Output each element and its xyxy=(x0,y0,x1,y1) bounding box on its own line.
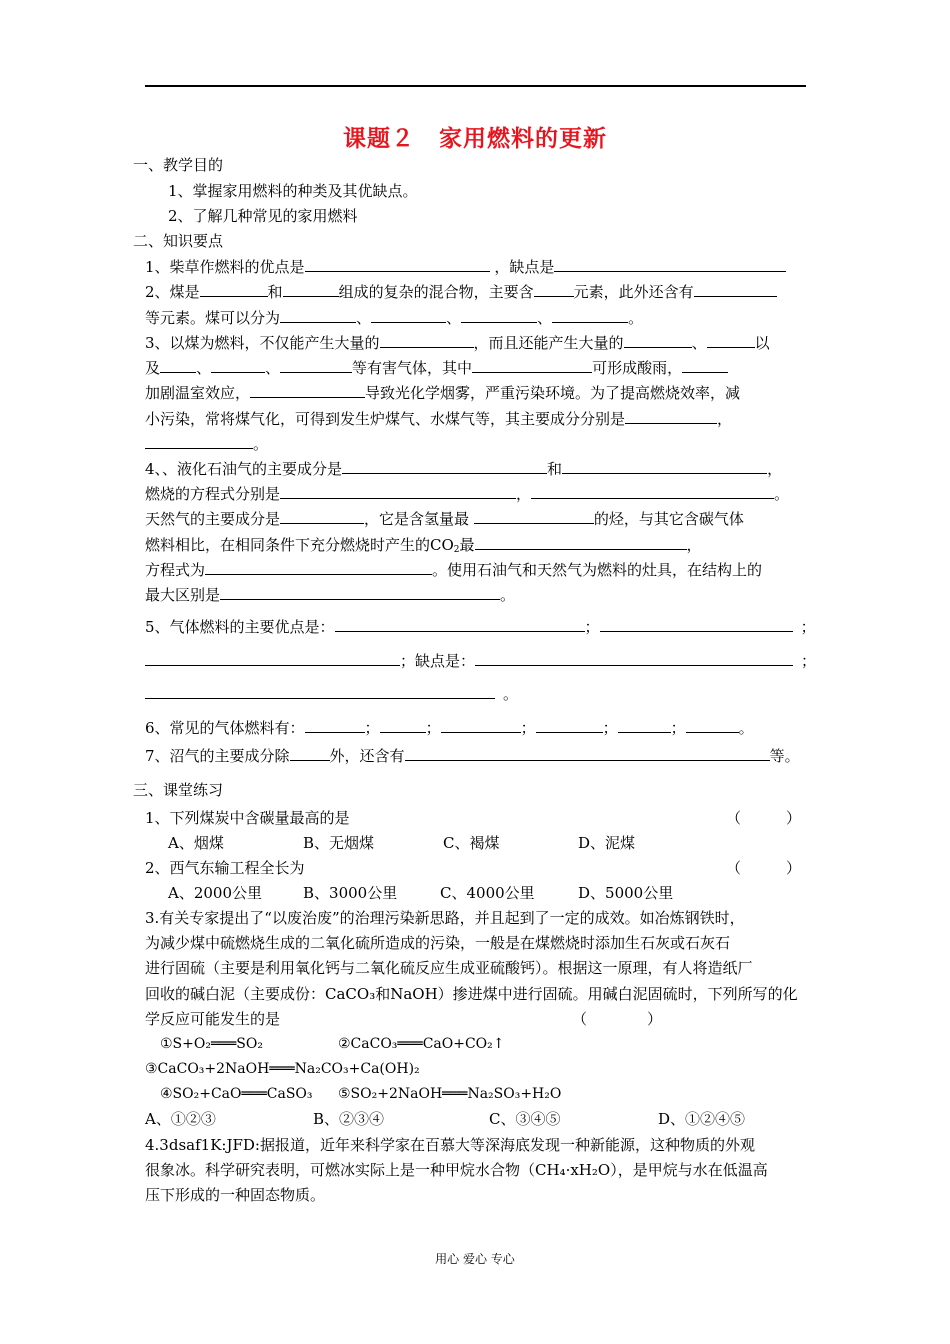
equation-1: ①S+O₂═══SO₂ xyxy=(160,1036,263,1052)
answer-blank[interactable] xyxy=(405,746,770,761)
text: 6、常见的气体燃料有： xyxy=(145,719,305,737)
text: 1、柴草作燃料的优点是 xyxy=(145,258,305,276)
text: 。 xyxy=(253,435,269,453)
text: 、 xyxy=(691,334,707,352)
knowledge-line-5b xyxy=(145,651,816,671)
text: ； xyxy=(520,719,536,737)
answer-blank[interactable] xyxy=(618,718,671,733)
option-q3-a[interactable]: A、①②③ xyxy=(145,1110,216,1128)
knowledge-line-2 xyxy=(145,282,777,302)
answer-blank[interactable] xyxy=(625,409,717,424)
answer-blank[interactable] xyxy=(472,358,592,373)
answer-blank[interactable] xyxy=(534,282,574,297)
text: 5、气体燃料的主要优点是： xyxy=(145,618,335,636)
answer-blank[interactable] xyxy=(624,333,692,348)
text: 可形成酸雨， xyxy=(592,359,683,377)
text: 燃烧的方程式分别是 xyxy=(145,485,281,503)
text: ； xyxy=(425,719,441,737)
equation-3: ③CaCO₃+2NaOH═══Na₂CO₃+Ca(OH)₂ xyxy=(145,1061,420,1077)
text: 及 xyxy=(145,359,161,377)
text: ； xyxy=(800,618,816,636)
answer-blank[interactable] xyxy=(600,617,793,632)
question-3-line: 回收的碱白泥（主要成份：CaCO₃和NaOH）掺进煤中进行固硫。用碱白泥固硫时，下列所写的化 xyxy=(145,985,798,1003)
text: 2、煤是 xyxy=(145,283,200,301)
answer-blank[interactable] xyxy=(380,333,474,348)
knowledge-line-4e xyxy=(145,560,762,580)
text: 等元素。煤可以分为 xyxy=(145,309,281,327)
text: ； xyxy=(670,719,686,737)
option-q2-d[interactable]: D、5000公里 xyxy=(578,884,674,902)
text: ，而且还能产生大量的 xyxy=(473,334,624,352)
answer-blank[interactable] xyxy=(160,358,196,373)
text: 和 xyxy=(267,283,283,301)
answer-paren-2[interactable]: （ ） xyxy=(726,859,802,877)
text: 、 xyxy=(537,309,553,327)
text: 加剧温室效应， xyxy=(145,384,251,402)
answer-blank[interactable] xyxy=(290,746,330,761)
text: 。 xyxy=(774,485,790,503)
text: ； xyxy=(584,618,600,636)
question-4-line: 很象冰。科学研究表明，可燃冰实际上是一种甲烷水合物（CH₄·xH₂O），是甲烷与水在低温高 xyxy=(145,1161,768,1179)
knowledge-line-4b xyxy=(145,484,789,504)
question-3-line: 学反应可能发生的是 xyxy=(145,1010,281,1028)
question-1: 1、下列煤炭中含碳量最高的是 xyxy=(145,809,350,827)
answer-blank[interactable] xyxy=(441,718,521,733)
option-q1-d[interactable]: D、泥煤 xyxy=(578,834,636,852)
answer-blank[interactable] xyxy=(335,617,585,632)
text: 。 xyxy=(738,719,754,737)
text: 、 xyxy=(446,309,462,327)
goal-item-1: 1、掌握家用燃料的种类及其优缺点。 xyxy=(168,182,418,200)
answer-blank[interactable] xyxy=(475,651,793,666)
text: ， xyxy=(516,485,532,503)
text: 3、以煤为燃料，不仅能产生大量的 xyxy=(145,334,380,352)
option-q2-c[interactable]: C、4000公里 xyxy=(440,884,535,902)
answer-blank[interactable] xyxy=(145,434,253,449)
answer-blank[interactable] xyxy=(145,651,400,666)
answer-blank[interactable] xyxy=(686,718,739,733)
page-title: 课题２ 家用燃料的更新 xyxy=(343,126,607,152)
text: 最大区别是 xyxy=(145,586,221,604)
question-3-line: 进行固硫（主要是利用氧化钙与二氧化硫反应生成亚硫酸钙）。根据这一原理，有人将造纸厂 xyxy=(145,959,753,977)
question-3-line: 3.有关专家提出了“以废治废”的治理污染新思路，并且起到了一定的成效。如冶炼钢铁时， xyxy=(145,909,745,927)
answer-blank[interactable] xyxy=(694,282,777,297)
text: 、 xyxy=(265,359,281,377)
option-q1-a[interactable]: A、烟煤 xyxy=(168,834,224,852)
answer-blank[interactable] xyxy=(305,718,365,733)
text: ，缺点是 xyxy=(494,258,555,276)
text: ； xyxy=(364,719,380,737)
text: 、 xyxy=(356,309,372,327)
text: 最 xyxy=(459,536,475,554)
option-q2-b[interactable]: B、3000公里 xyxy=(303,884,398,902)
page-footer: 用心 爱心 专心 xyxy=(435,1252,515,1266)
text: 小污染，常将煤气化，可得到发生炉煤气、水煤气等，其主要成分分别是 xyxy=(145,410,626,428)
answer-blank[interactable] xyxy=(205,560,432,575)
text: 4、、液化石油气的主要成分是 xyxy=(145,460,343,478)
knowledge-line-2b xyxy=(145,308,643,328)
answer-blank[interactable] xyxy=(280,308,356,323)
answer-blank[interactable] xyxy=(474,509,594,524)
text: 的烃，与其它含碳气体 xyxy=(593,510,744,528)
option-q3-c[interactable]: C、③④⑤ xyxy=(489,1110,561,1128)
section-heading-goals: 一、教学目的 xyxy=(133,156,224,174)
text: ， xyxy=(717,410,733,428)
answer-blank[interactable] xyxy=(283,282,339,297)
equation-2: ②CaCO₃═══CaO+CO₂↑ xyxy=(338,1036,505,1052)
text: ，它是含氢量最 xyxy=(364,510,470,528)
knowledge-line-3b xyxy=(145,358,728,378)
text: 、 xyxy=(196,359,212,377)
knowledge-line-3 xyxy=(145,333,770,353)
text: 以 xyxy=(754,334,770,352)
answer-blank[interactable] xyxy=(562,459,767,474)
text: 组成的复杂的混合物，主要含 xyxy=(338,283,534,301)
answer-blank[interactable] xyxy=(342,459,547,474)
option-q3-d[interactable]: D、①②④⑤ xyxy=(658,1110,746,1128)
answer-blank[interactable] xyxy=(380,718,426,733)
answer-blank[interactable] xyxy=(200,282,268,297)
knowledge-line-4d xyxy=(145,535,702,555)
text: 元素，此外还含有 xyxy=(573,283,694,301)
knowledge-line-7 xyxy=(145,746,800,766)
text: 方程式为 xyxy=(145,561,206,579)
answer-blank[interactable] xyxy=(220,585,500,600)
answer-blank[interactable] xyxy=(280,509,364,524)
question-3-line: 为减少煤中硫燃烧生成的二氧化硫所造成的污染，一般是在煤燃烧时添加生石灰或石灰石 xyxy=(145,934,731,952)
text: ； xyxy=(602,719,618,737)
section-heading-practice: 三、课堂练习 xyxy=(133,781,224,799)
answer-paren-1[interactable]: （ ） xyxy=(726,809,802,827)
section-heading-knowledge: 二、知识要点 xyxy=(133,232,224,250)
text: ； xyxy=(801,652,817,670)
subscript: 2 xyxy=(453,545,460,555)
answer-blank[interactable] xyxy=(145,684,495,699)
knowledge-line-4 xyxy=(145,459,782,479)
text: 等。 xyxy=(769,747,800,765)
option-q1-c[interactable]: C、褐煤 xyxy=(443,834,500,852)
knowledge-line-3c xyxy=(145,383,740,403)
option-q2-a[interactable]: A、2000公里 xyxy=(168,884,263,902)
answer-blank[interactable] xyxy=(682,358,728,373)
answer-blank[interactable] xyxy=(707,333,755,348)
answer-blank[interactable] xyxy=(554,257,786,272)
text: ， xyxy=(767,460,783,478)
text: ， xyxy=(686,536,702,554)
knowledge-line-4c xyxy=(145,509,744,529)
text: 。 xyxy=(500,586,516,604)
text: 导致光化学烟雾，严重污染环境。为了提高燃烧效率，减 xyxy=(365,384,741,402)
knowledge-line-3d xyxy=(145,409,732,429)
knowledge-line-4f xyxy=(145,585,515,605)
knowledge-line-3e xyxy=(145,434,268,454)
answer-blank[interactable] xyxy=(531,484,774,499)
answer-blank[interactable] xyxy=(211,358,265,373)
knowledge-line-5c xyxy=(145,684,518,704)
text: ；缺点是： xyxy=(400,652,476,670)
text: 7、沼气的主要成分除 xyxy=(145,747,290,765)
answer-blank[interactable] xyxy=(280,358,352,373)
answer-blank[interactable] xyxy=(536,718,603,733)
text: 燃料相比，在相同条件下充分燃烧时产生的CO xyxy=(145,536,454,554)
text: 外，还含有 xyxy=(329,747,405,765)
equation-4: ④SO₂+CaO═══CaSO₃ xyxy=(160,1086,313,1102)
answer-blank[interactable] xyxy=(305,257,490,272)
text: 等有害气体，其中 xyxy=(352,359,473,377)
text: 。使用石油气和天然气为燃料的灶具，在结构上的 xyxy=(432,561,763,579)
answer-blank[interactable] xyxy=(371,308,446,323)
question-4-line: 压下形成的一种固态物质。 xyxy=(145,1186,326,1204)
text: 天然气的主要成分是 xyxy=(145,510,281,528)
answer-blank[interactable] xyxy=(461,308,537,323)
answer-blank[interactable] xyxy=(250,383,365,398)
answer-paren-3[interactable]: （ ） xyxy=(572,1010,663,1028)
text: 和 xyxy=(547,460,563,478)
option-q1-b[interactable]: B、无烟煤 xyxy=(303,834,375,852)
answer-blank[interactable] xyxy=(475,535,687,550)
question-4-line: 4.3dsaf1K:JFD:据报道，近年来科学家在百慕大等深海底发现一种新能源，这种物质的外观 xyxy=(145,1136,755,1154)
answer-blank[interactable] xyxy=(552,308,628,323)
header-rule xyxy=(145,85,806,87)
goal-item-2: 2、了解几种常见的家用燃料 xyxy=(168,207,358,225)
answer-blank[interactable] xyxy=(280,484,516,499)
knowledge-line-1 xyxy=(145,257,786,277)
text: 。 xyxy=(628,309,644,327)
text: 。 xyxy=(503,685,519,703)
option-q3-b[interactable]: B、②③④ xyxy=(313,1110,385,1128)
equation-5: ⑤SO₂+2NaOH═══Na₂SO₃+H₂O xyxy=(338,1086,562,1102)
question-2: 2、西气东输工程全长为 xyxy=(145,859,305,877)
knowledge-line-5 xyxy=(145,617,816,637)
knowledge-line-6 xyxy=(145,718,754,738)
